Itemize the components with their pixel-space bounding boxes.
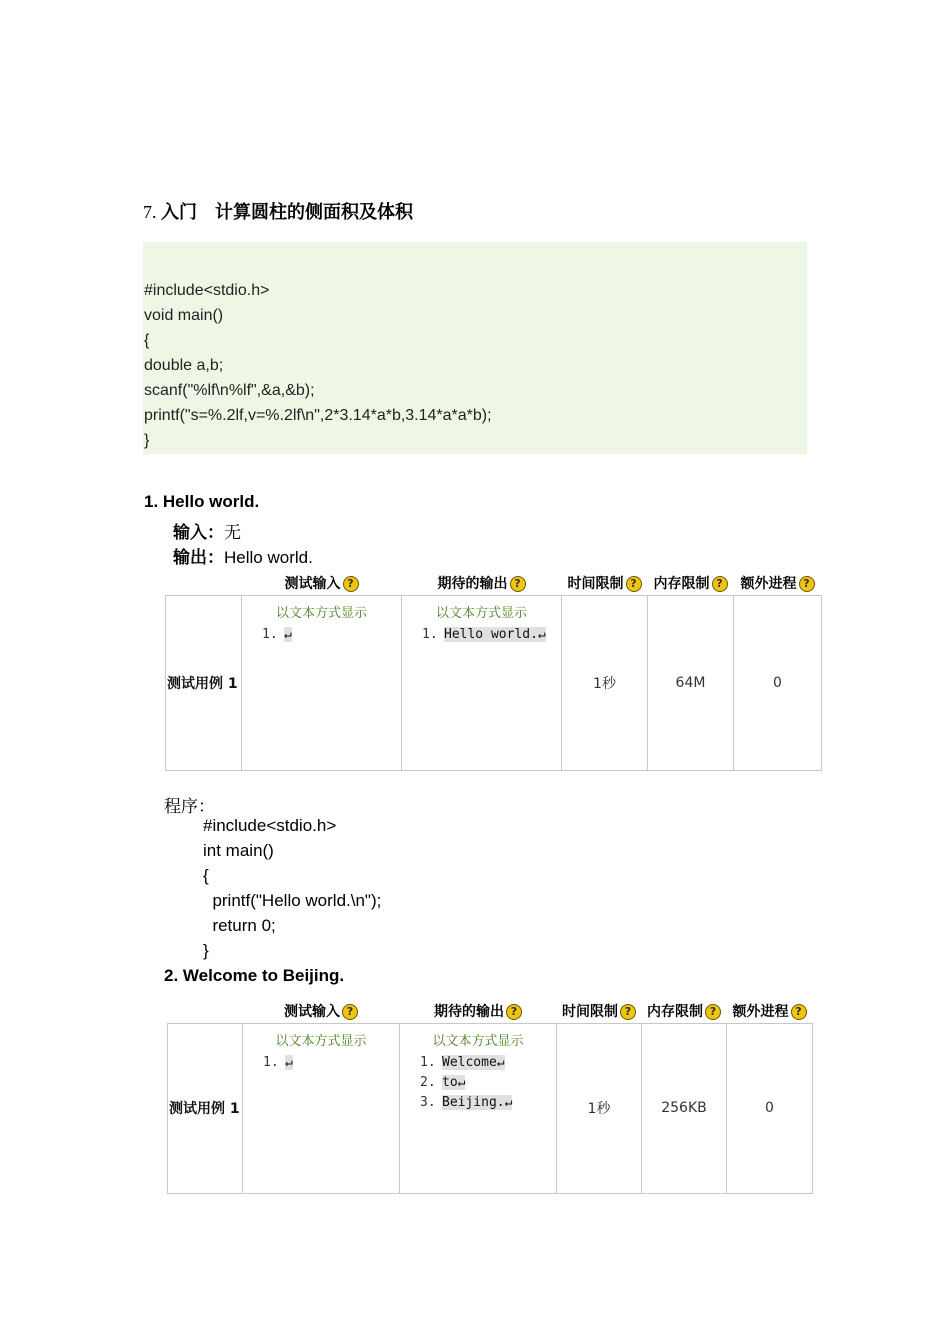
expected-output-cell [400, 1023, 557, 1193]
code-line: void main() [144, 307, 224, 324]
program-line: #include<stdio.h> [203, 816, 337, 835]
header-extra-process: 额外进程 ? [734, 571, 822, 595]
time-limit-value: 1秒 [557, 1023, 642, 1193]
input-value: 无 [224, 523, 241, 542]
program-line: printf("Hello world.\n"); [203, 891, 382, 910]
corner-cell [166, 571, 242, 595]
io-line: 2. to↵ [420, 1074, 466, 1090]
input-spec [173, 518, 241, 543]
question-mark-icon[interactable]: ? [626, 576, 642, 592]
test-input-cell [243, 1023, 400, 1193]
show-as-text-link[interactable]: 以文本方式显示 [275, 1033, 367, 1049]
show-as-text-link[interactable]: 以文本方式显示 [435, 605, 527, 621]
question-mark-icon[interactable]: ? [343, 576, 359, 592]
program-line: } [203, 941, 209, 960]
question-mark-icon[interactable]: ? [799, 576, 815, 592]
header-extra-process: 额外进程 ? [727, 999, 813, 1023]
corner-cell [168, 999, 243, 1023]
problem-heading: 1. Hello world. [144, 492, 260, 511]
code-line: } [144, 432, 150, 449]
extra-process-value: 0 [727, 1023, 813, 1193]
code-line: double a,b; [144, 357, 224, 374]
code-block [143, 242, 807, 454]
io-line: 1. Welcome↵ [420, 1054, 505, 1070]
expected-output-cell [402, 595, 562, 770]
table-row [168, 1023, 813, 1193]
test-case-table [167, 999, 813, 1194]
header-memory-limit: 内存限制 ? [642, 999, 727, 1023]
header-time-limit: 时间限制 ? [562, 571, 648, 595]
program-line: { [203, 866, 209, 885]
extra-process-value: 0 [734, 595, 822, 770]
program-label: 程序： [164, 797, 215, 816]
section-title [143, 198, 413, 224]
section-number: 7. [143, 202, 157, 222]
show-as-text-link[interactable]: 以文本方式显示 [275, 605, 367, 621]
question-mark-icon[interactable]: ? [705, 1004, 721, 1020]
question-mark-icon[interactable]: ? [506, 1004, 522, 1020]
output-label: 输出： [173, 548, 224, 567]
row-label: 测试用例 1 [168, 1023, 243, 1193]
memory-limit-value: 256KB [642, 1023, 727, 1193]
show-as-text-link[interactable]: 以文本方式显示 [432, 1033, 524, 1049]
question-mark-icon[interactable]: ? [620, 1004, 636, 1020]
time-limit-value: 1秒 [562, 595, 648, 770]
io-line: 1. ↵ [263, 1054, 293, 1070]
io-line: 1. ↵ [262, 626, 292, 642]
code-line: #include<stdio.h> [144, 282, 270, 299]
section-title-text: 入门 计算圆柱的侧面积及体积 [161, 202, 413, 222]
question-mark-icon[interactable]: ? [342, 1004, 358, 1020]
io-line: 1. Hello world.↵ [422, 626, 546, 642]
output-value: Hello world. [224, 548, 313, 567]
code-line: printf("s=%.2lf,v=%.2lf\n",2*3.14*a*b,3.14*a*a*b); [144, 407, 492, 424]
row-label: 测试用例 1 [166, 595, 242, 770]
header-memory-limit: 内存限制 ? [648, 571, 734, 595]
question-mark-icon[interactable]: ? [510, 576, 526, 592]
header-test-input: 测试输入 ? [242, 571, 402, 595]
table-header-row [168, 999, 813, 1023]
problem-heading: 2. Welcome to Beijing. [164, 966, 345, 985]
memory-limit-value: 64M [648, 595, 734, 770]
test-input-cell [242, 595, 402, 770]
table-header-row [166, 571, 822, 595]
code-line: { [144, 332, 150, 349]
test-case-table [165, 571, 822, 771]
output-spec [173, 543, 313, 568]
header-expected-output: 期待的输出 ? [402, 571, 562, 595]
header-expected-output: 期待的输出 ? [400, 999, 557, 1023]
question-mark-icon[interactable]: ? [712, 576, 728, 592]
header-time-limit: 时间限制 ? [557, 999, 642, 1023]
question-mark-icon[interactable]: ? [791, 1004, 807, 1020]
program-line: int main() [203, 841, 274, 860]
io-line: 3. Beijing.↵ [420, 1094, 513, 1110]
header-test-input: 测试输入 ? [243, 999, 400, 1023]
program-line: return 0; [203, 916, 276, 935]
input-label: 输入： [173, 523, 224, 542]
table-row [166, 595, 822, 770]
code-line: scanf("%lf\n%lf",&a,&b); [144, 382, 315, 399]
